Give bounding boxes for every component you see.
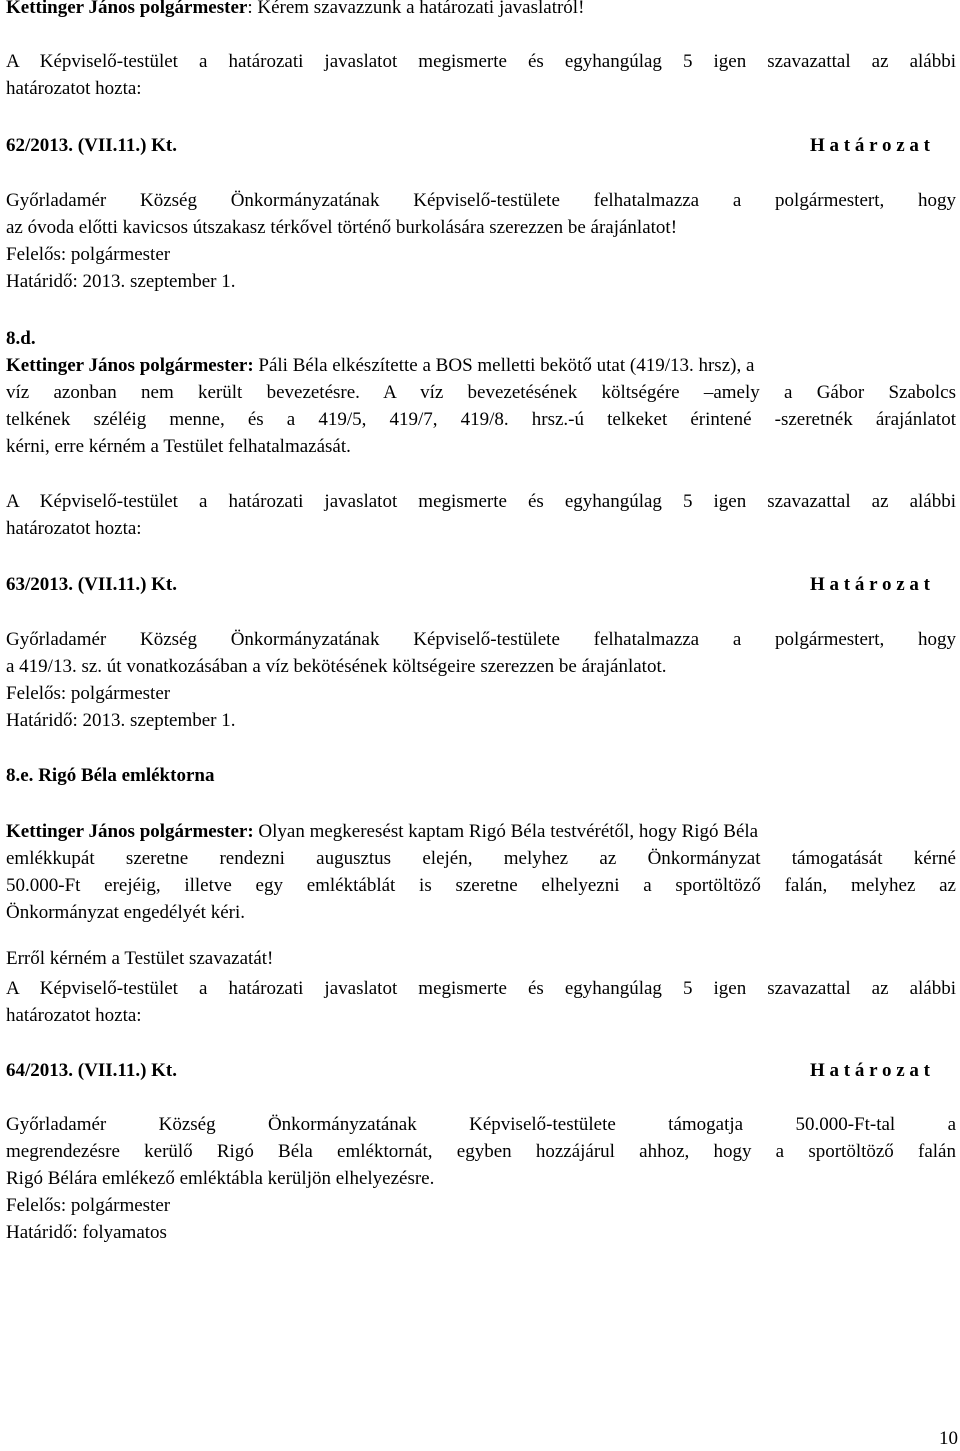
resolution-heading: H a t á r o z a t — [810, 1060, 930, 1081]
deadline-line: Határidő: folyamatos — [6, 1222, 167, 1243]
item-text: Olyan megkeresést kaptam Rigó Béla testvérétől, hogy Rigó Béla — [253, 821, 759, 842]
agenda-item-label: 8.e. — [6, 765, 34, 786]
agenda-item-title: Rigó Béla emléktorna — [38, 765, 215, 786]
responsible-line: Felelős: polgármester — [6, 244, 171, 265]
responsible-line: Felelős: polgármester — [6, 1195, 171, 1216]
resolution-text-cont: a 419/13. sz. út vonatkozásában a víz bekötésének költségeire szerezzen be árajánlatot. — [6, 656, 667, 677]
resolution-number: 63/2013. (VII.11.) Kt. — [6, 574, 177, 595]
item-text-line-4: Önkormányzat engedélyét kéri. — [6, 902, 245, 923]
resolution-text-cont2: Rigó Bélára emlékező emléktábla kerüljön elhelyezésre. — [6, 1168, 435, 1189]
vote-request: Erről kérném a Testület szavazatát! — [6, 948, 274, 969]
resolution-text: Győrladamér Község Önkormányzatának Képviselő-testülete felhatalmazza a polgármestert, hogy — [6, 190, 956, 211]
vote-text: A Képviselő-testület a határozati javaslatot megismerte és egyhangúlag 5 igen szavazattal az alábbi — [6, 51, 956, 72]
resolution-text: Győrladamér Község Önkormányzatának Képviselő-testülete felhatalmazza a polgármestert, hogy — [6, 629, 956, 650]
agenda-item-heading — [6, 762, 956, 789]
item-text-line-3: telkének széléig menne, és a 419/5, 419/7, 419/8. hrsz.-ú telkeket érintené -szeretnék árajánlatot — [6, 409, 956, 430]
speaker-name: Kettinger János polgármester: — [6, 821, 254, 842]
vote-text-cont: határozatot hozta: — [6, 1005, 142, 1026]
resolution-number: 62/2013. (VII.11.) Kt. — [6, 135, 177, 156]
resolution-text-cont: az óvoda előtti kavicsos útszakasz térkővel történő burkolására szerezzen be árajánlatot! — [6, 217, 678, 238]
agenda-item-label: 8.d. — [6, 328, 36, 349]
resolution-heading: H a t á r o z a t — [810, 574, 930, 595]
intro-statement — [6, 0, 956, 21]
responsible-line: Felelős: polgármester — [6, 683, 171, 704]
resolution-text-cont: megrendezésre kerülő Rigó Béla emléktornát, egyben hozzájárul ahhoz, hogy a sportöltöző falán — [6, 1141, 956, 1162]
item-text-line-2: emlékkupát szeretne rendezni augusztus elején, melyhez az Önkormányzat támogatását kérné — [6, 848, 956, 869]
deadline-line: Határidő: 2013. szeptember 1. — [6, 271, 236, 292]
item-text: Páli Béla elkészítette a BOS melletti bekötő utat (419/13. hrsz), a — [253, 355, 755, 376]
item-text-line-2: víz azonban nem került bevezetésre. A víz bevezetésének költségére –amely a Gábor Szabolcs — [6, 382, 956, 403]
resolution-heading: H a t á r o z a t — [810, 135, 930, 156]
resolution-text: Győrladamér Község Önkormányzatának Képviselő-testülete támogatja 50.000-Ft-tal a — [6, 1114, 956, 1135]
resolution-number: 64/2013. (VII.11.) Kt. — [6, 1060, 177, 1081]
vote-text-cont: határozatot hozta: — [6, 518, 142, 539]
item-text-line-1 — [6, 818, 956, 845]
page-number: 10 — [939, 1428, 958, 1449]
speaker-name: Kettinger János polgármester: — [6, 355, 254, 376]
vote-text: A Képviselő-testület a határozati javaslatot megismerte és egyhangúlag 5 igen szavazattal az alábbi — [6, 978, 956, 999]
item-text-line-3: 50.000-Ft erejéig, illetve egy emléktáblát is szeretne elhelyezni a sportöltöző falán, melyhez az — [6, 875, 956, 896]
speaker-name: Kettinger János polgármester — [6, 0, 248, 18]
vote-text: A Képviselő-testület a határozati javaslatot megismerte és egyhangúlag 5 igen szavazattal az alábbi — [6, 491, 956, 512]
item-text-line-1 — [6, 352, 956, 379]
item-text-line-4: kérni, erre kérném a Testület felhatalmazását. — [6, 436, 351, 457]
vote-text-cont: határozatot hozta: — [6, 78, 142, 99]
deadline-line: Határidő: 2013. szeptember 1. — [6, 710, 236, 731]
statement-text: : Kérem szavazzunk a határozati javaslatról! — [247, 0, 585, 18]
